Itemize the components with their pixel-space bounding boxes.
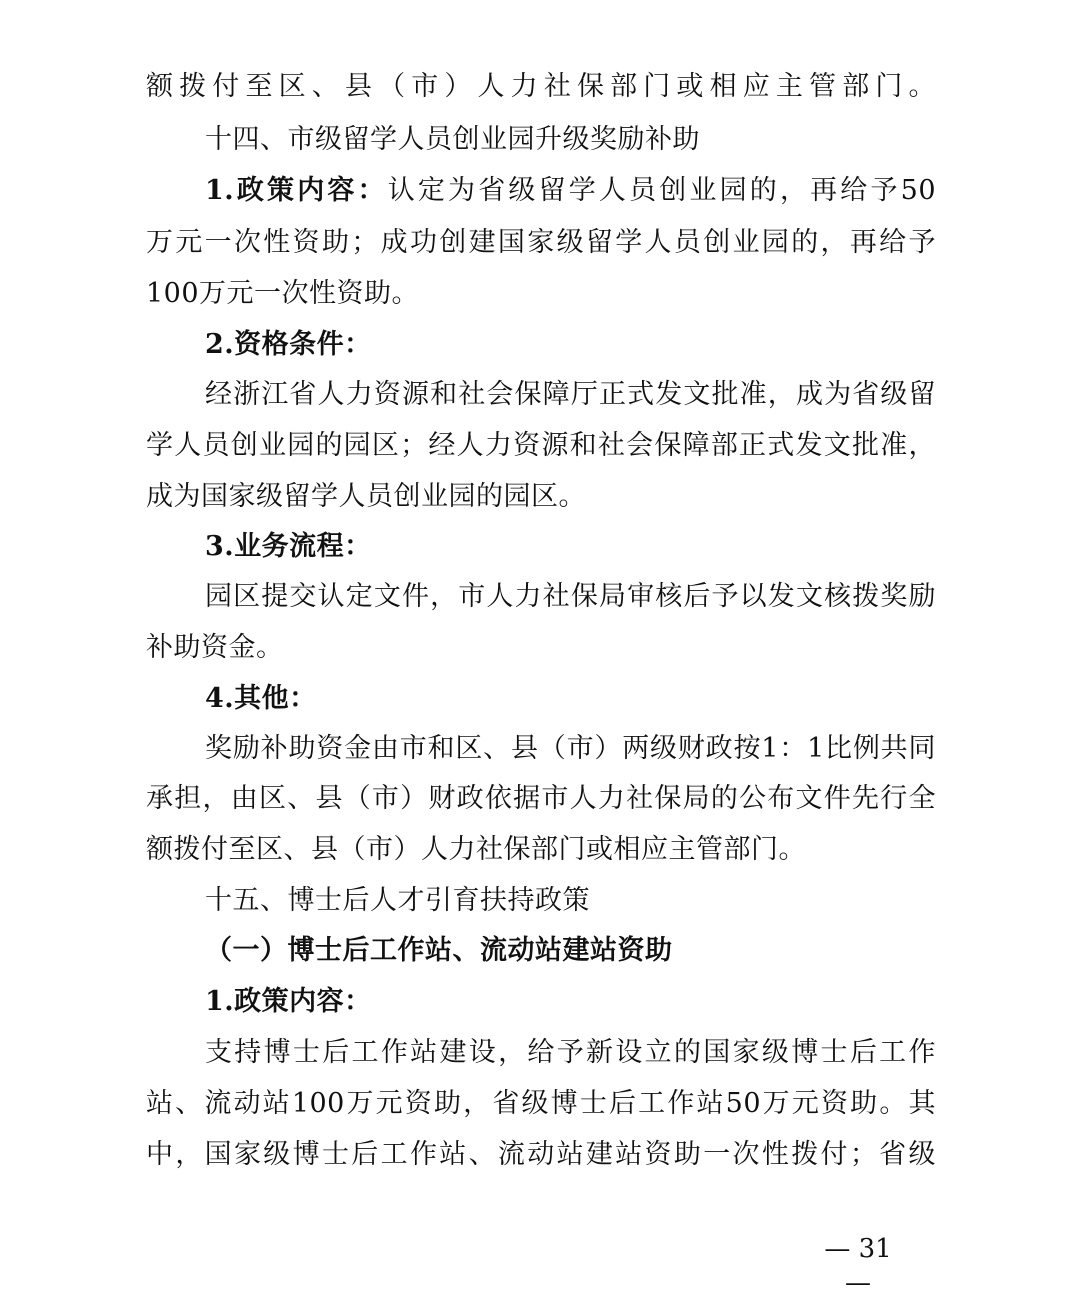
paragraph-line: 万元一次性资助；成功创建国家级留学人员创业园的，再给予 — [146, 227, 936, 258]
paragraph-line: 中，国家级博士后工作站、流动站建站资助一次性拨付；省级 — [146, 1139, 936, 1170]
paragraph-line: 站、流动站100万元资助，省级博士后工作站50万元资助。其 — [146, 1088, 936, 1119]
item-label-policy-content: 1.政策内容： — [205, 986, 372, 1017]
paragraph-line: 补助资金。 — [146, 632, 284, 663]
item-label-qualification: 2.资格条件： — [205, 329, 372, 360]
section-heading-14: 十四、市级留学人员创业园升级奖励补助 — [205, 124, 700, 155]
paragraph-line: 100万元一次性资助。 — [146, 278, 420, 309]
paragraph-line: 额拨付至区、县（市）人力社保部门或相应主管部门。 — [146, 71, 936, 102]
page-number: — 31 — — [824, 1234, 892, 1298]
paragraph-line: 学人员创业园的园区；经人力资源和社会保障部正式发文批准， — [146, 430, 936, 461]
paragraph-line: 额拨付至区、县（市）人力社保部门或相应主管部门。 — [146, 834, 806, 865]
item-label-process: 3.业务流程： — [205, 531, 372, 562]
paragraph-line: 奖励补助资金由市和区、县（市）两级财政按1：1比例共同 — [205, 733, 936, 764]
paragraph-line: 经浙江省人力资源和社会保障厅正式发文批准，成为省级留 — [205, 379, 936, 410]
paragraph-line: 园区提交认定文件，市人力社保局审核后予以发文核拨奖励 — [205, 581, 936, 612]
subsection-heading: （一）博士后工作站、流动站建站资助 — [205, 935, 673, 966]
paragraph-text: 认定为省级留学人员创业园的，再给予50 — [387, 175, 936, 206]
item-label-policy-content: 1.政策内容： — [205, 175, 388, 206]
section-heading-15: 十五、博士后人才引育扶持政策 — [205, 885, 590, 916]
paragraph-line: 承担，由区、县（市）财政依据市人力社保局的公布文件先行全 — [146, 783, 936, 814]
page-footer — [0, 1232, 1080, 1298]
paragraph-line: 支持博士后工作站建设，给予新设立的国家级博士后工作 — [205, 1037, 936, 1068]
paragraph-line — [205, 174, 936, 208]
item-label-other: 4.其他： — [205, 683, 317, 714]
paragraph-line: 成为国家级留学人员创业园的园区。 — [146, 481, 586, 512]
